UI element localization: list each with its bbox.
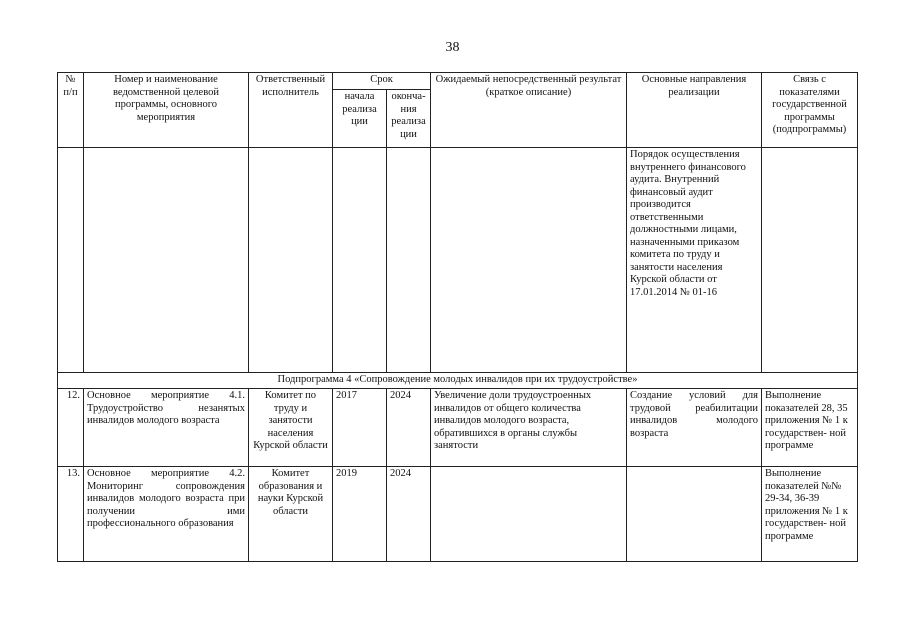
row-num: 13. (58, 467, 84, 562)
row-end: 2024 (387, 389, 431, 467)
row-link: Выполнение показателей №№ 29-34, 36-39 приложения № 1 к государствен- ной программе (762, 467, 858, 562)
row-result (431, 467, 627, 562)
table-row (58, 467, 858, 562)
subprogram-row (58, 373, 858, 389)
header-row-1 (58, 73, 858, 90)
row-start: 2017 (333, 389, 387, 467)
page-number: 38 (445, 40, 460, 55)
header-end: оконча- ния реализа ции (387, 90, 431, 148)
header-directions: Основные направления реализации (627, 73, 762, 148)
header-link: Связь с показателями государственной программы (подпрограммы) (762, 73, 858, 148)
row-link: Выполнение показателей 28, 35 приложения № 1 к государствен- ной программе (762, 389, 858, 467)
continued-directions: Порядок осуществления внутреннего финансового аудита. Внутренний финансовый аудит производится ответственными должностными лицами, назначенными приказом комитета по труду и занятости населения Курской области от 17.01.2014 № 01-16 (627, 148, 762, 373)
program-table (57, 72, 858, 562)
table-row (58, 389, 858, 467)
row-start: 2019 (333, 467, 387, 562)
subprogram-title: Подпрограмма 4 «Сопровождение молодых инвалидов при их трудоустройстве» (58, 373, 858, 389)
header-num: № п/п (58, 73, 84, 148)
row-executor: Комитет по труду и занятости населения Курской области (249, 389, 333, 467)
row-name: Основное мероприятие 4.1. Трудоустройство незанятых инвалидов молодого возраста (84, 389, 249, 467)
row-num: 12. (58, 389, 84, 467)
header-name: Номер и наименование ведомственной целевой программы, основного мероприятия (84, 73, 249, 148)
header-start: начала реализа ции (333, 90, 387, 148)
row-end: 2024 (387, 467, 431, 562)
continued-row (58, 148, 858, 373)
row-executor: Комитет образования и науки Курской области (249, 467, 333, 562)
row-directions: Создание условий для трудовой реабилитации инвалидов молодого возраста (627, 389, 762, 467)
row-name: Основное мероприятие 4.2. Мониторинг сопровождения инвалидов молодого возраста при получении ими профессионального образования (84, 467, 249, 562)
header-executor: Ответственный исполнитель (249, 73, 333, 148)
row-result: Увеличение доли трудоустроенных инвалидов от общего количества инвалидов молодого возраста, обратившихся в органы службы занятости (431, 389, 627, 467)
row-directions (627, 467, 762, 562)
header-term: Срок (333, 73, 431, 90)
header-result: Ожидаемый непосредственный результат (краткое описание) (431, 73, 627, 148)
